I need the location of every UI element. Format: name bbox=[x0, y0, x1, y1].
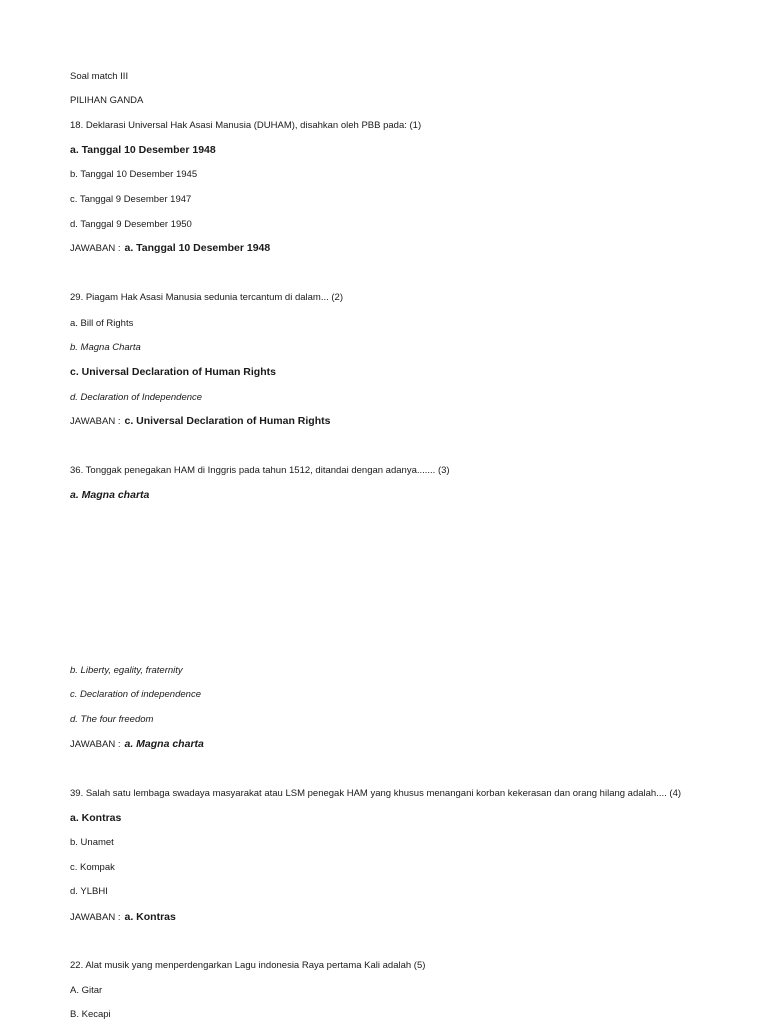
option-correct: a. Kontras bbox=[70, 812, 122, 824]
option: B. Kecapi bbox=[70, 1009, 111, 1020]
option: c. Kompak bbox=[70, 862, 115, 873]
answer-value: a. Tanggal 10 Desember 1948 bbox=[124, 242, 271, 254]
answer-label: JAWABAN : bbox=[70, 739, 121, 750]
option: A. Gitar bbox=[70, 985, 103, 996]
question-text: 39. Salah satu lembaga swadaya masyarakat atau LSM penegak HAM yang khusus menangani korban kekerasan dan orang hilang adalah.... (4) bbox=[70, 788, 682, 799]
question-text: 22. Alat musik yang menperdengarkan Lagu indonesia Raya pertama Kali adalah (5) bbox=[70, 960, 426, 971]
option: b. Unamet bbox=[70, 837, 114, 848]
answer-line bbox=[70, 911, 176, 924]
answer-label: JAWABAN : bbox=[70, 912, 121, 923]
option-correct: c. Universal Declaration of Human Rights bbox=[70, 366, 276, 378]
option: d. Declaration of Independence bbox=[70, 392, 203, 403]
answer-line bbox=[70, 415, 330, 428]
question-text: 36. Tonggak penegakan HAM di Inggris pada tahun 1512, ditandai dengan adanya....... (3) bbox=[70, 465, 450, 476]
option: b. Tanggal 10 Desember 1945 bbox=[70, 169, 198, 180]
answer-value: a. Magna charta bbox=[124, 738, 204, 750]
question-text: 18. Deklarasi Universal Hak Asasi Manusia (DUHAM), disahkan oleh PBB pada: (1) bbox=[70, 120, 422, 131]
option: d. Tanggal 9 Desember 1950 bbox=[70, 219, 192, 230]
option-correct: a. Tanggal 10 Desember 1948 bbox=[70, 144, 216, 156]
section-heading: PILIHAN GANDA bbox=[70, 95, 144, 106]
option: d. YLBHI bbox=[70, 886, 108, 897]
option-correct: a. Magna charta bbox=[70, 489, 150, 501]
answer-value: c. Universal Declaration of Human Rights bbox=[124, 415, 331, 427]
answer-line bbox=[70, 738, 204, 751]
question-text: 29. Piagam Hak Asasi Manusia sedunia tercantum di dalam... (2) bbox=[70, 292, 343, 303]
option: c. Declaration of independence bbox=[70, 689, 201, 700]
answer-label: JAWABAN : bbox=[70, 243, 121, 254]
answer-label: JAWABAN : bbox=[70, 416, 121, 427]
option: c. Tanggal 9 Desember 1947 bbox=[70, 194, 192, 205]
option: b. Liberty, egality, fraternity bbox=[70, 665, 183, 676]
option: a. Bill of Rights bbox=[70, 318, 134, 329]
document-title: Soal match III bbox=[70, 71, 129, 82]
answer-value: a. Kontras bbox=[124, 911, 176, 923]
answer-line bbox=[70, 242, 270, 255]
option: d. The four freedom bbox=[70, 714, 154, 725]
option: b. Magna Charta bbox=[70, 342, 141, 353]
